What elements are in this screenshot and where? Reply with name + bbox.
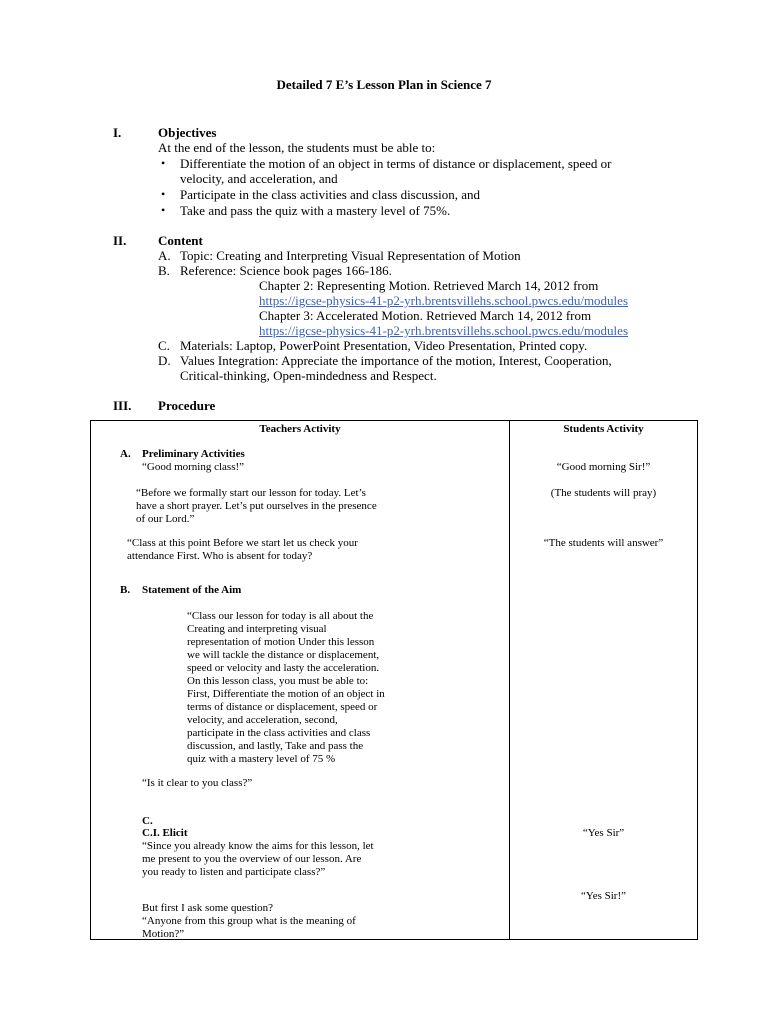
objective-item: Participate in the class activities and class discussion, and: [180, 187, 481, 202]
bullet-marker: •: [161, 156, 166, 170]
page-title: Detailed 7 E’s Lesson Plan in Science 7: [276, 77, 492, 92]
teacher-prayer-line: of our Lord.”: [136, 513, 195, 525]
column-header-teacher: Teachers Activity: [259, 423, 341, 435]
elicit-line: you ready to listen and participate class?”: [142, 866, 326, 878]
teacher-attendance-line: attendance First. Who is absent for today?: [127, 550, 313, 562]
aim-clear-question: “Is it clear to you class?”: [142, 777, 253, 789]
student-yes-sir: “Yes Sir”: [582, 827, 625, 839]
teacher-greeting: “Good morning class!”: [142, 461, 245, 473]
reference-link[interactable]: https://igcse-physics-41-p2-yrh.brentsvillehs.school.pwcs.edu/modules: [259, 293, 629, 308]
procedure-table: [90, 420, 698, 940]
aim-line: discussion, and lastly, Take and pass the: [187, 740, 364, 752]
reference-chapter: Chapter 2: Representing Motion. Retrieved March 14, 2012 from: [259, 278, 599, 293]
content-materials: Materials: Laptop, PowerPoint Presentation, Video Presentation, Printed copy.: [180, 338, 588, 353]
aim-line: velocity, and acceleration, second,: [187, 714, 338, 726]
elicit-question-line: Motion?”: [142, 928, 185, 940]
student-pray: (The students will pray): [550, 487, 657, 499]
aim-heading: Statement of the Aim: [142, 584, 242, 596]
objective-item: Differentiate the motion of an object in terms of distance or displacement, speed or: [180, 156, 612, 171]
objective-item-continued: velocity, and acceleration, and: [180, 171, 338, 186]
elicit-question-line: But first I ask some question?: [142, 902, 274, 914]
reference-link[interactable]: https://igcse-physics-41-p2-yrh.brentsvillehs.school.pwcs.edu/modules: [259, 323, 629, 338]
section-heading-content: Content: [158, 233, 203, 248]
elicit-letter: C.: [142, 815, 153, 827]
column-header-student: Students Activity: [563, 423, 644, 435]
section-heading-procedure: Procedure: [158, 398, 216, 413]
aim-line: representation of motion Under this lesson: [187, 636, 375, 648]
aim-line: First, Differentiate the motion of an object in: [187, 688, 385, 700]
bullet-marker: •: [161, 187, 166, 201]
content-letter: D.: [158, 353, 171, 368]
aim-line: participate in the class activities and class: [187, 727, 371, 739]
prelim-heading: Preliminary Activities: [142, 448, 245, 460]
student-greeting: “Good morning Sir!”: [556, 461, 651, 473]
section-number-content: II.: [113, 233, 127, 248]
section-heading-objectives: Objectives: [158, 125, 217, 140]
objectives-intro: At the end of the lesson, the students must be able to:: [158, 140, 436, 155]
elicit-question-line: “Anyone from this group what is the meaning of: [142, 915, 356, 927]
section-number-objectives: I.: [113, 125, 122, 140]
teacher-attendance-line: “Class at this point Before we start let us check your: [127, 537, 358, 549]
aim-line: “Class our lesson for today is all about the: [187, 610, 374, 622]
aim-line: we will tackle the distance or displacement,: [187, 649, 380, 661]
aim-line: Creating and interpreting visual: [187, 623, 327, 635]
aim-letter: B.: [120, 584, 131, 596]
content-values: Values Integration: Appreciate the importance of the motion, Interest, Cooperation,: [180, 353, 612, 368]
section-number-procedure: III.: [113, 398, 132, 413]
teacher-prayer-line: have a short prayer. Let’s put ourselves in the presence: [136, 500, 377, 512]
objective-item: Take and pass the quiz with a mastery level of 75%.: [180, 203, 451, 218]
content-letter: B.: [158, 263, 170, 278]
content-values-continued: Critical-thinking, Open-mindedness and Respect.: [180, 368, 437, 383]
reference-chapter: Chapter 3: Accelerated Motion. Retrieved March 14, 2012 from: [259, 308, 592, 323]
content-reference: Reference: Science book pages 166-186.: [180, 263, 392, 278]
aim-line: quiz with a mastery level of 75 %: [187, 753, 336, 765]
teacher-prayer-line: “Before we formally start our lesson for today. Let’s: [136, 487, 366, 499]
prelim-letter: A.: [120, 448, 131, 460]
aim-line: speed or velocity and lasty the acceleration.: [187, 662, 380, 674]
student-yes-sir: “Yes Sir!”: [580, 890, 627, 902]
content-topic: Topic: Creating and Interpreting Visual Representation of Motion: [180, 248, 521, 263]
content-letter: C.: [158, 338, 170, 353]
aim-line: terms of distance or displacement, speed or: [187, 701, 378, 713]
elicit-line: me present to you the overview of our lesson. Are: [142, 853, 362, 865]
content-letter: A.: [158, 248, 171, 263]
bullet-marker: •: [161, 203, 166, 217]
aim-line: On this lesson class, you must be able to:: [187, 675, 369, 687]
student-answer: “The students will answer”: [543, 537, 664, 549]
elicit-line: “Since you already know the aims for this lesson, let: [142, 840, 374, 852]
elicit-heading: C.I. Elicit: [142, 827, 188, 839]
